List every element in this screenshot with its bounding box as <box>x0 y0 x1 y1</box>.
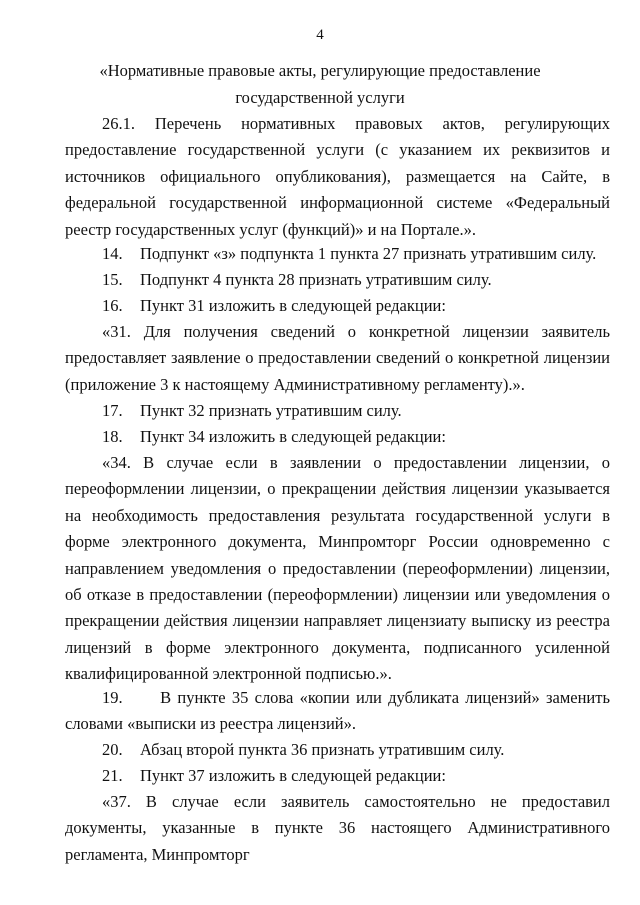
item-text: Пункт 34 изложить в следующей редакции: <box>140 427 446 446</box>
item-text: Пункт 32 признать утратившим силу. <box>140 401 402 420</box>
quote-paragraph-37: «37. В случае если заявитель самостоятельно не предоставил документы, указанные в пункте 36 настоящего Административного регламента, Минпромторг <box>65 792 610 864</box>
item-text: Подпункт 4 пункта 28 признать утратившим силу. <box>140 270 492 289</box>
item-number: 19. <box>102 688 123 707</box>
item-number: 14. <box>102 244 123 263</box>
quote-paragraph-31: «31. Для получения сведений о конкретной лицензии заявитель предоставляет заявление о предоставлении сведений о конкретной лицензии (приложение 3 к настоящему Административному регламенту).». <box>65 322 610 394</box>
item-number: 21. <box>102 766 123 785</box>
item-number: 20. <box>102 740 123 759</box>
section-heading-line2: государственной услуги <box>235 88 405 107</box>
list-item-19 <box>65 685 610 738</box>
list-item-15 <box>102 270 492 290</box>
section-heading-line1: «Нормативные правовые акты, регулирующие предоставление <box>99 61 541 80</box>
list-item-17 <box>102 401 402 421</box>
list-item-14 <box>102 244 596 264</box>
item-number: 16. <box>102 296 123 315</box>
item-text: Абзац второй пункта 36 признать утратившим силу. <box>140 740 505 759</box>
page-number: 4 <box>316 27 324 43</box>
item-number: 18. <box>102 427 123 446</box>
list-item-21 <box>102 766 446 786</box>
list-item-20 <box>102 740 504 760</box>
list-item-18 <box>102 427 446 447</box>
list-item-16 <box>102 296 446 316</box>
item-text: Пункт 37 изложить в следующей редакции: <box>140 766 446 785</box>
item-text: Пункт 31 изложить в следующей редакции: <box>140 296 446 315</box>
item-text: В пункте 35 слова «копии или дубликата лицензий» заменить словами «выписки из реестра лицензий». <box>65 688 610 734</box>
quote-paragraph-34: «34. В случае если в заявлении о предоставлении лицензии, о переоформлении лицензии, о прекращении действия лицензии указывается на необходимость предоставления результата государственной услуги в форме электронного документа, Минпромторг России одновременно с направлением уведомления о предоставлении (переоформлении) лицензии, об отказе в предоставлении (переоформлении) лицензии или уведомления о прекращении действия лицензии направляет лицензиату выписку из реестра лицензий в форме электронного документа, подписанного усиленной квалифицированной электронной подписью.». <box>65 453 610 684</box>
paragraph-26-1: 26.1. Перечень нормативных правовых актов, регулирующих предоставление государственной услуги (с указанием их реквизитов и источников официального опубликования), размещается на Сайте, в федеральной государственной информационной системе «Федеральный реестр государственных услуг (функций)» и на Портале.». <box>65 114 610 239</box>
item-text: Подпункт «з» подпункта 1 пункта 27 признать утратившим силу. <box>140 244 597 263</box>
item-number: 17. <box>102 401 123 420</box>
item-number: 15. <box>102 270 123 289</box>
